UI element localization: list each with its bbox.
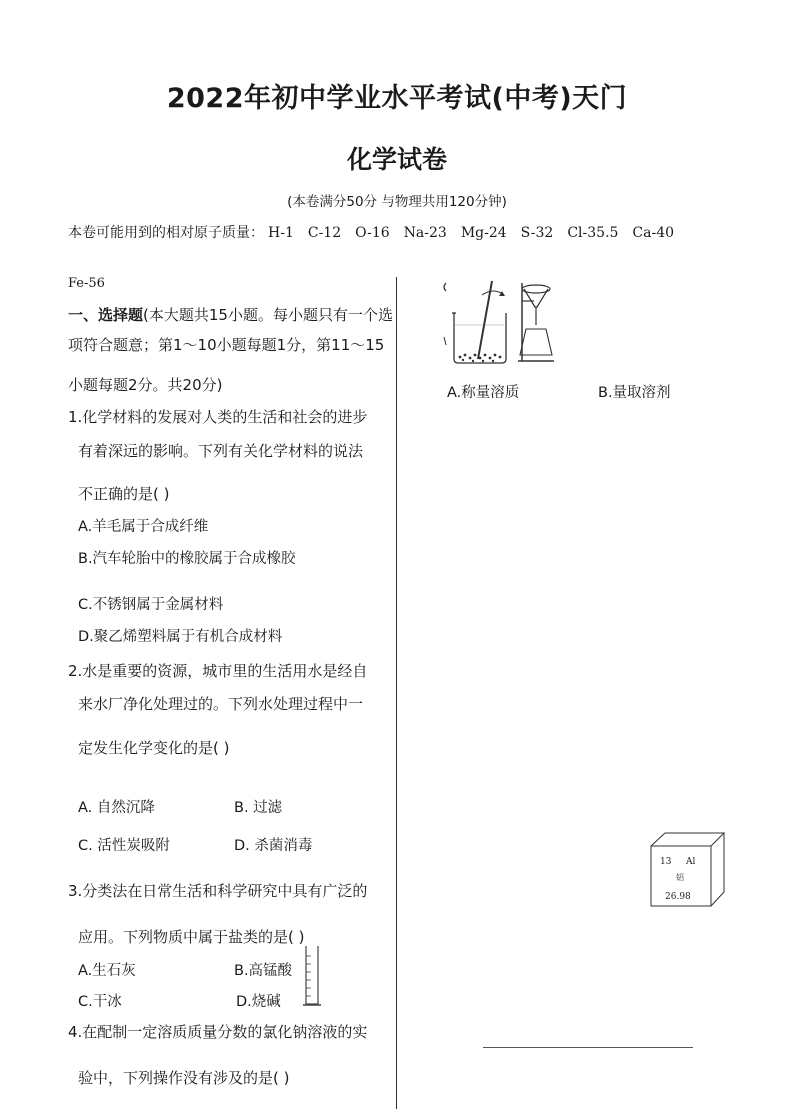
- question-3-line2: 应用。下列物质中属于盐类的是( ): [78, 928, 305, 946]
- section-heading: 一、选择题: [68, 306, 144, 324]
- lab-apparatus-illustration: [438, 277, 556, 369]
- question-2-line1: 2.水是重要的资源，城市里的生活用水是经自: [68, 662, 368, 680]
- horizontal-rule: [483, 1047, 693, 1048]
- q1-option-c[interactable]: C.不锈钢属于金属材料: [78, 597, 224, 613]
- mass-item: Ca-40: [632, 225, 675, 241]
- q1-option-d[interactable]: D.聚乙烯塑料属于有机合成材料: [78, 629, 283, 645]
- mass-item: Cl-35.5: [567, 225, 619, 241]
- element-card-aluminum: [650, 832, 726, 908]
- question-2-line3: 定发生化学变化的是( ): [78, 739, 230, 757]
- q3-option-c[interactable]: C.干冰: [78, 994, 122, 1010]
- q2-option-a[interactable]: A. 自然沉降: [78, 800, 155, 816]
- mass-item: Mg-24: [460, 225, 507, 241]
- exam-title: 2022年初中学业水平考试(中考)天门: [166, 83, 628, 114]
- q1-option-a[interactable]: A.羊毛属于合成纤维: [78, 519, 209, 535]
- element-mass: 26.98: [665, 892, 691, 902]
- section-intro-line2: 项符合题意；第1～10小题每题1分，第11～15: [68, 336, 385, 354]
- q2-option-b[interactable]: B. 过滤: [234, 800, 283, 816]
- subject-title: 化学试卷: [346, 145, 447, 174]
- q3-option-b[interactable]: B.高锰酸: [234, 963, 293, 979]
- q1-option-b[interactable]: B.汽车轮胎中的橡胶属于合成橡胶: [78, 551, 296, 567]
- section-intro-text: (本大题共15小题。每小题只有一个选: [143, 306, 393, 324]
- mass-item: O-16: [355, 225, 390, 241]
- section-intro-line3: 小题每题2分。共20分): [68, 376, 223, 394]
- element-symbol: Al: [686, 857, 696, 867]
- atomic-masses-line: [68, 222, 674, 242]
- masses-prefix: 本卷可能用到的相对原子质量：: [68, 225, 264, 241]
- element-name: 铝: [676, 873, 684, 882]
- question-1-line1: 1.化学材料的发展对人类的生活和社会的进步: [68, 408, 368, 426]
- section-intro-line1: [68, 304, 393, 325]
- masses-continued: Fe-56: [68, 276, 105, 291]
- q3-option-d[interactable]: D.烧碱: [236, 994, 281, 1010]
- caption-b: B.量取溶剂: [598, 385, 671, 401]
- graduated-cylinder-icon: [300, 944, 324, 1010]
- column-divider: [396, 277, 397, 1109]
- question-1-line2: 有着深远的影响。下列有关化学材料的说法: [78, 442, 364, 460]
- q3-option-a[interactable]: A.生石灰: [78, 963, 136, 979]
- exam-note: (本卷满分50分 与物理共用120分钟): [287, 194, 507, 210]
- element-number: 13: [660, 857, 672, 867]
- mass-item: H-1: [268, 225, 294, 241]
- question-2-line2: 来水厂净化处理过的。下列水处理过程中一: [78, 695, 364, 713]
- question-4-line1: 4.在配制一定溶质质量分数的氯化钠溶液的实: [68, 1023, 368, 1041]
- question-3-line1: 3.分类法在日常生活和科学研究中具有广泛的: [68, 882, 368, 900]
- caption-a: A.称量溶质: [447, 385, 520, 401]
- q2-option-d[interactable]: D. 杀菌消毒: [234, 838, 313, 854]
- q2-option-c[interactable]: C. 活性炭吸附: [78, 838, 170, 854]
- mass-item: C-12: [307, 225, 342, 241]
- mass-item: S-32: [520, 225, 554, 241]
- mass-item: Na-23: [403, 225, 447, 241]
- question-1-line3: 不正确的是( ): [78, 485, 170, 503]
- question-4-line2: 验中，下列操作没有涉及的是( ): [78, 1069, 290, 1087]
